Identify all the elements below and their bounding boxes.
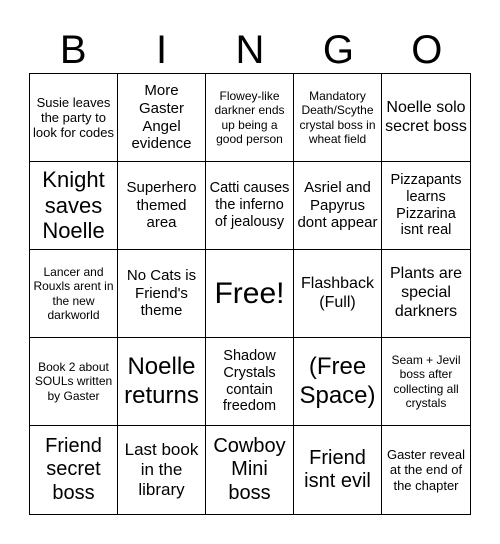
cell-text: Shadow Crystals contain freedom	[222, 347, 277, 415]
bingo-board	[29, 73, 471, 515]
bingo-cell-r5c3[interactable]	[206, 426, 294, 514]
cell-text: Cowboy Mini boss	[213, 434, 286, 504]
bingo-cell-r2c5[interactable]	[382, 162, 470, 250]
bingo-cell-r2c1[interactable]	[30, 162, 118, 250]
bingo-cell-r4c3[interactable]	[206, 338, 294, 426]
cell-text: Flashback (Full)	[301, 274, 374, 311]
bingo-cell-free[interactable]	[206, 250, 294, 338]
bingo-cell-r5c4[interactable]	[294, 426, 382, 514]
bingo-cell-r2c2[interactable]	[118, 162, 206, 250]
bingo-cell-r5c5[interactable]	[382, 426, 470, 514]
cell-text: Free!	[214, 276, 285, 310]
cell-text: More Gaster Angel evidence	[131, 82, 192, 153]
cell-text: Noelle returns	[124, 353, 199, 409]
bingo-cell-r4c2[interactable]	[118, 338, 206, 426]
bingo-header	[29, 28, 471, 72]
cell-text: Friend secret boss	[45, 434, 102, 504]
cell-text: Susie leaves the party to look for codes	[33, 94, 114, 141]
bingo-cell-r2c4[interactable]	[294, 162, 382, 250]
cell-text: (Free Space)	[299, 353, 376, 409]
bingo-cell-r1c3[interactable]	[206, 74, 294, 162]
header-letter-n: N	[235, 28, 265, 72]
header-letter-g: G	[322, 28, 354, 72]
bingo-cell-r1c4[interactable]	[294, 74, 382, 162]
cell-text: Lancer and Rouxls arent in the new darkworld	[33, 265, 114, 322]
cell-text: Seam + Jevil boss after collecting all crystals	[391, 353, 461, 410]
bingo-cell-r4c5[interactable]	[382, 338, 470, 426]
cell-text: Last book in the library	[124, 440, 199, 499]
header-letter-o: O	[411, 28, 443, 72]
bingo-cell-r2c3[interactable]	[206, 162, 294, 250]
cell-text: Noelle solo secret boss	[385, 98, 467, 135]
bingo-cell-r1c2[interactable]	[118, 74, 206, 162]
bingo-cell-r3c4[interactable]	[294, 250, 382, 338]
cell-text: Book 2 about SOULs written by Gaster	[34, 360, 113, 403]
bingo-cell-r3c1[interactable]	[30, 250, 118, 338]
cell-text: Knight saves Noelle	[42, 166, 105, 244]
bingo-cell-r5c1[interactable]	[30, 426, 118, 514]
cell-text: Gaster reveal at the end of the chapter	[386, 447, 466, 493]
cell-text: Asriel and Papyrus dont appear	[297, 179, 378, 232]
cell-text: Plants are special darkners	[389, 265, 463, 320]
header-letter-i: I	[156, 28, 168, 72]
cell-text: Flowey-like darkner ends up being a good person	[214, 89, 285, 146]
bingo-cell-r5c2[interactable]	[118, 426, 206, 514]
bingo-cell-r3c5[interactable]	[382, 250, 470, 338]
cell-text: Superhero themed area	[126, 179, 197, 232]
cell-text: Friend isnt evil	[304, 446, 371, 492]
header-letter-b: B	[59, 28, 87, 72]
cell-text: Pizzapants learns Pizzarina isnt real	[390, 171, 462, 239]
cell-text: Catti causes the inferno of jealousy	[209, 180, 290, 230]
bingo-cell-r3c2[interactable]	[118, 250, 206, 338]
bingo-cell-r4c4[interactable]	[294, 338, 382, 426]
bingo-cell-r4c1[interactable]	[30, 338, 118, 426]
bingo-cell-r1c1[interactable]	[30, 74, 118, 162]
bingo-cell-r1c5[interactable]	[382, 74, 470, 162]
cell-text: Mandatory Death/Scythe crystal boss in wheat field	[299, 89, 376, 146]
cell-text: No Cats is Friend's theme	[126, 267, 197, 320]
